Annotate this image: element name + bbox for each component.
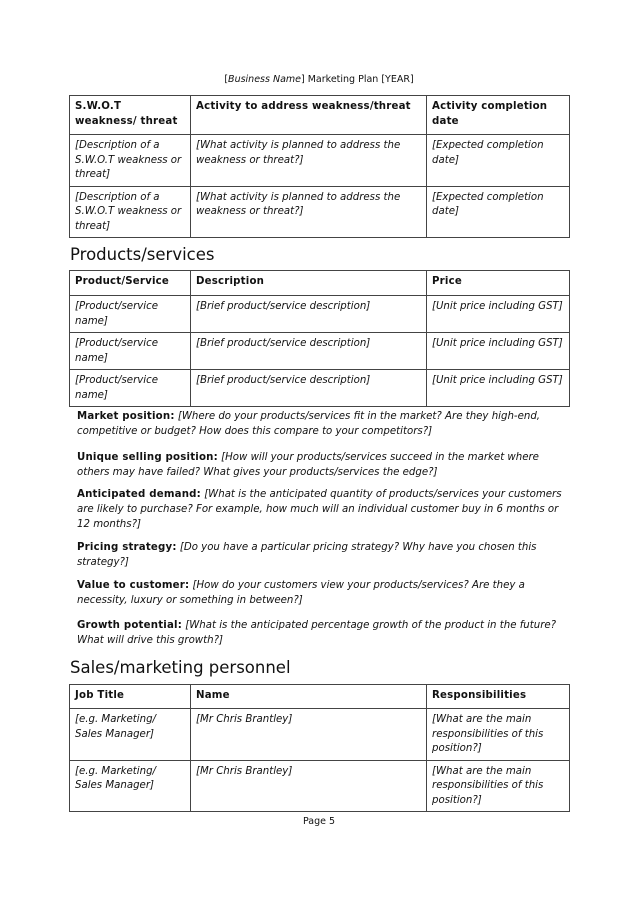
table-row	[70, 296, 570, 333]
table-cell: [Product/service name]	[70, 333, 191, 370]
header-year: YEAR	[385, 74, 410, 85]
column-header: Responsibilities	[427, 685, 570, 709]
table-cell: [What are the main responsibilities of this position?]	[427, 760, 570, 812]
table-cell: [Mr Chris Brantley]	[191, 760, 427, 812]
pricing-paragraph	[77, 540, 565, 570]
column-header: Product/Service	[70, 271, 191, 296]
paragraph-text: [What is the anticipated percentage growth of the product in the future? What will drive this growth?]	[77, 620, 557, 646]
table-cell: [Unit price including GST]	[427, 370, 570, 407]
market-position-paragraph	[77, 409, 565, 439]
column-header: Job Title	[70, 685, 191, 709]
table-row	[70, 709, 570, 761]
table-cell: [What activity is planned to address the weakness or threat?]	[191, 135, 427, 187]
paragraph-text: [What is the anticipated quantity of products/services your customers are likely to purchase? For example, how much will an individual customer buy in 6 months or 12 months?]	[77, 489, 562, 530]
table-row	[70, 333, 570, 370]
paragraph-label: Unique selling position:	[77, 452, 218, 463]
table-cell: [What are the main responsibilities of this position?]	[427, 709, 570, 761]
demand-paragraph	[77, 487, 565, 532]
column-header: Description	[191, 271, 427, 296]
table-row	[70, 186, 570, 238]
table-cell: [e.g. Marketing/ Sales Manager]	[70, 760, 191, 812]
personnel-section-heading: Sales/marketing personnel	[70, 658, 291, 677]
column-header: Activity completion date	[427, 96, 570, 135]
column-header: Activity to address weakness/threat	[191, 96, 427, 135]
paragraph-label: Market position:	[77, 411, 175, 422]
table-cell: [What activity is planned to address the weakness or threat?]	[191, 186, 427, 238]
table-cell: [e.g. Marketing/ Sales Manager]	[70, 709, 191, 761]
table-cell: [Expected completion date]	[427, 186, 570, 238]
value-paragraph	[77, 578, 565, 608]
products-section-heading: Products/services	[70, 245, 215, 264]
table-cell: [Unit price including GST]	[427, 333, 570, 370]
table-cell: [Description of a S.W.O.T weakness or threat]	[70, 186, 191, 238]
table-header-row	[70, 96, 570, 135]
paragraph-text: [How do your customers view your products/services? Are they a necessity, luxury or something in between?]	[77, 580, 525, 606]
paragraph-label: Pricing strategy:	[77, 542, 177, 553]
usp-paragraph	[77, 450, 565, 480]
paragraph-text: [Where do your products/services fit in the market? Are they high-end, competitive or budget? How does this compare to your competitors?]	[77, 411, 541, 437]
table-cell: [Brief product/service description]	[191, 333, 427, 370]
growth-paragraph	[77, 618, 565, 648]
products-table	[69, 270, 570, 407]
table-row	[70, 760, 570, 812]
column-header: Name	[191, 685, 427, 709]
table-row	[70, 135, 570, 187]
table-cell: [Unit price including GST]	[427, 296, 570, 333]
header-business-name: Business Name	[228, 74, 301, 85]
paragraph-text: [How will your products/services succeed in the market where others may have failed? What gives your products/services the edge?]	[77, 452, 539, 478]
table-cell: [Mr Chris Brantley]	[191, 709, 427, 761]
column-header: S.W.O.T weakness/ threat	[70, 96, 191, 135]
header-title: Marketing Plan	[307, 74, 379, 85]
table-header-row	[70, 685, 570, 709]
paragraph-label: Value to customer:	[77, 580, 190, 591]
table-cell: [Brief product/service description]	[191, 370, 427, 407]
table-header-row	[70, 271, 570, 296]
page-header: [Business Name] Marketing Plan [YEAR]	[224, 74, 414, 85]
table-cell: [Expected completion date]	[427, 135, 570, 187]
paragraph-text: [Do you have a particular pricing strategy? Why have you chosen this strategy?]	[77, 542, 537, 568]
table-cell: [Product/service name]	[70, 370, 191, 407]
paragraph-label: Anticipated demand:	[77, 489, 201, 500]
personnel-table	[69, 684, 570, 812]
paragraph-label: Growth potential:	[77, 620, 182, 631]
column-header: Price	[427, 271, 570, 296]
table-cell: [Brief product/service description]	[191, 296, 427, 333]
swot-table	[69, 95, 570, 238]
table-row	[70, 370, 570, 407]
table-cell: [Description of a S.W.O.T weakness or threat]	[70, 135, 191, 187]
page-number: Page 5	[302, 816, 336, 827]
table-cell: [Product/service name]	[70, 296, 191, 333]
